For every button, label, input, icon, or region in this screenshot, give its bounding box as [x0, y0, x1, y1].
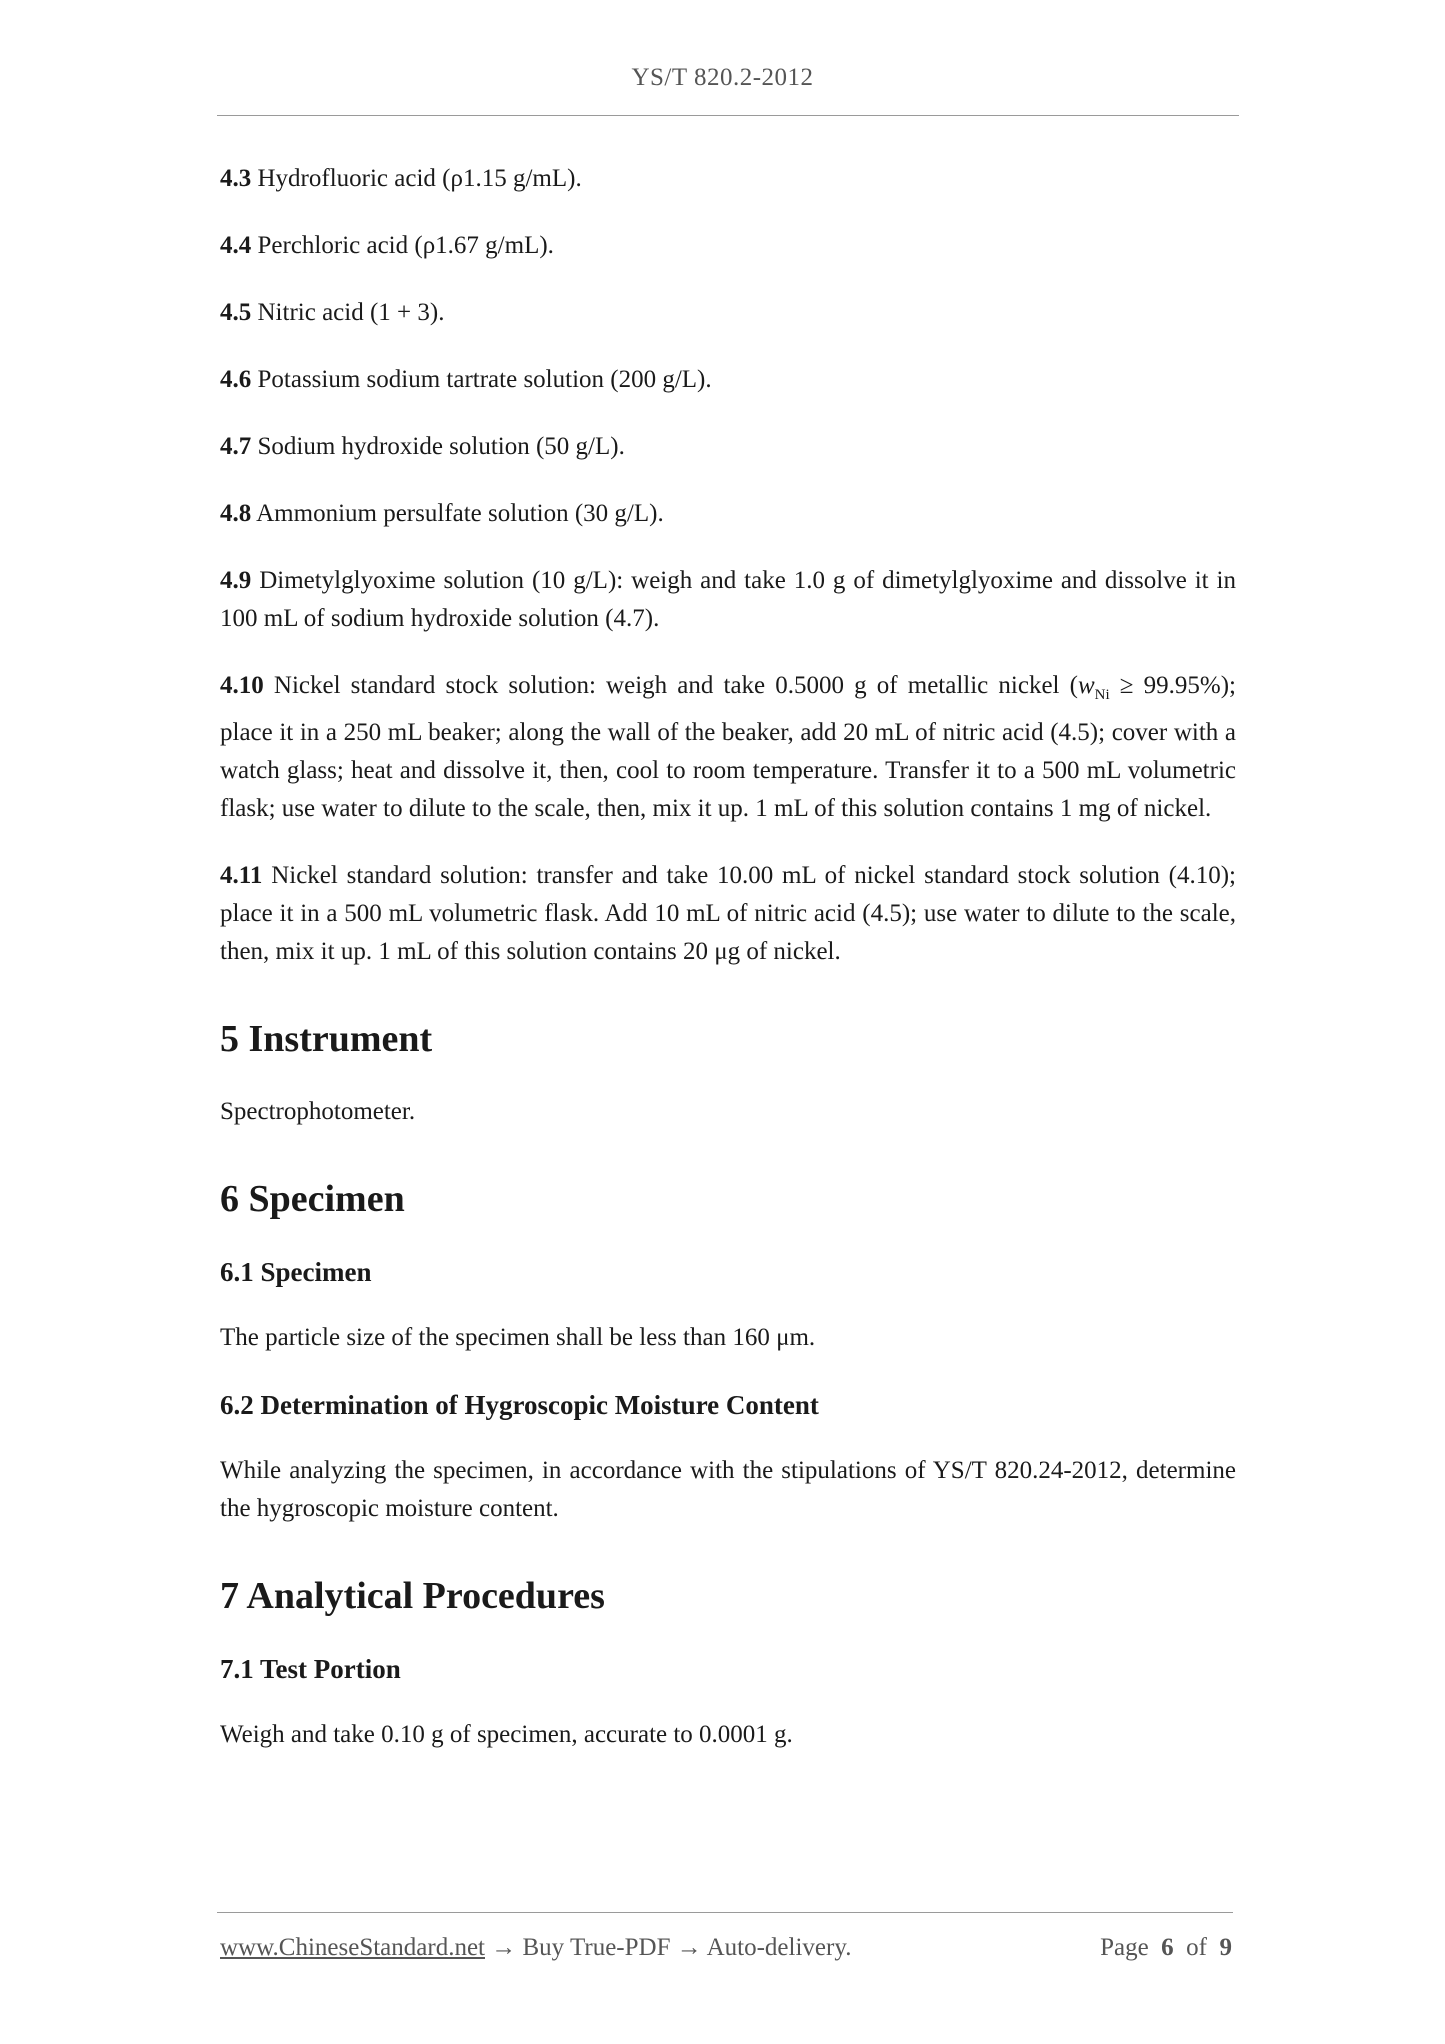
clause-number: 4.3 [220, 165, 252, 192]
subsection-heading-7-1: 7.1 Test Portion [220, 1654, 401, 1684]
page-number: 6 [1161, 1934, 1174, 1961]
clause-text: Ammonium persulfate solution (30 g/L). [256, 500, 664, 527]
clause-4-6 [220, 361, 1236, 399]
clause-text: Hydrofluoric acid (ρ1.15 g/mL). [257, 165, 582, 192]
clause-text: Nickel standard solution: transfer and take 10.00 mL of nickel standard stock solution (4.10); place it in a 500 mL volumetric flask. Add 10 mL of nitric acid (4.5); use water to dilute to the scale, then, mix it up. 1 mL of this solution contains 20 μg of nickel. [220, 862, 1236, 965]
clause-4-8 [220, 495, 1236, 533]
page-indicator [1100, 1934, 1232, 1962]
buy-pdf-text: Buy True-PDF [522, 1934, 671, 1961]
subsection-text-6-1: The particle size of the specimen shall be less than 160 μm. [220, 1324, 816, 1351]
arrow-icon: → [491, 1934, 517, 1961]
clause-text: Perchloric acid (ρ1.67 g/mL). [257, 232, 554, 259]
section-heading-specimen: 6 Specimen [220, 1178, 405, 1220]
clause-4-3 [220, 160, 1236, 198]
section-heading-instrument: 5 Instrument [220, 1018, 433, 1060]
clause-text: Sodium hydroxide solution (50 g/L). [257, 433, 625, 460]
subsection-heading-6-2: 6.2 Determination of Hygroscopic Moisture Content [220, 1390, 819, 1420]
clause-number: 4.10 [220, 672, 264, 699]
clause-number: 4.11 [220, 862, 263, 889]
footer-links [220, 1934, 851, 1962]
clause-number: 4.7 [220, 433, 252, 460]
auto-delivery-text: Auto-delivery. [706, 1934, 852, 1961]
clause-4-7 [220, 428, 1236, 466]
page-content [220, 160, 1236, 1783]
subsection-heading-6-1: 6.1 Specimen [220, 1257, 372, 1287]
mass-fraction-symbol: w [1077, 672, 1095, 699]
section-heading-analytical-procedures: 7 Analytical Procedures [220, 1575, 605, 1617]
of-label: of [1186, 1934, 1207, 1961]
clause-text: Potassium sodium tartrate solution (200 g/L). [257, 366, 712, 393]
footer-divider [217, 1912, 1233, 1913]
total-pages: 9 [1219, 1934, 1232, 1961]
clause-text: Dimetylglyoxime solution (10 g/L): weigh and take 1.0 g of dimetylglyoxime and dissolve it in 100 mL of sodium hydroxide solution (4.7). [220, 567, 1236, 632]
clause-number: 4.6 [220, 366, 252, 393]
clause-number: 4.4 [220, 232, 252, 259]
clause-number: 4.5 [220, 299, 252, 326]
header-divider [217, 115, 1239, 116]
clause-4-9 [220, 562, 1236, 638]
website-link[interactable]: www.ChineseStandard.net [220, 1934, 485, 1961]
clause-4-11 [220, 857, 1236, 971]
clause-text: Nitric acid (1 + 3). [257, 299, 445, 326]
mass-fraction-subscript: Ni [1094, 687, 1110, 703]
clause-number: 4.9 [220, 567, 252, 594]
header-standard-number: YS/T 820.2-2012 [631, 64, 814, 91]
clause-number: 4.8 [220, 500, 252, 527]
arrow-icon: → [676, 1934, 702, 1961]
clause-4-10 [220, 667, 1236, 828]
subsection-text-7-1: Weigh and take 0.10 g of specimen, accurate to 0.0001 g. [220, 1721, 793, 1748]
clause-4-4 [220, 227, 1236, 265]
page-footer [220, 1934, 1232, 1962]
page-label: Page [1100, 1934, 1149, 1961]
clause-text-continued: ≥ 99.95%); place it in a 250 mL beaker; along the wall of the beaker, add 20 mL of nitric acid (4.5); cover with a watch glass; heat and dissolve it, then, cool to room temperature. Transfer it to a 500 mL volumetric flask; use water to dilute to the scale, then, mix it up. 1 mL of this solution contains 1 mg of nickel. [220, 672, 1236, 822]
section-text-instrument: Spectrophotometer. [220, 1098, 416, 1125]
clause-4-5 [220, 294, 1236, 332]
subsection-text-6-2: While analyzing the specimen, in accordance with the stipulations of YS/T 820.24-2012, determine the hygroscopic moisture content. [220, 1457, 1236, 1522]
clause-text: Nickel standard stock solution: weigh and take 0.5000 g of metallic nickel ( [273, 672, 1078, 699]
